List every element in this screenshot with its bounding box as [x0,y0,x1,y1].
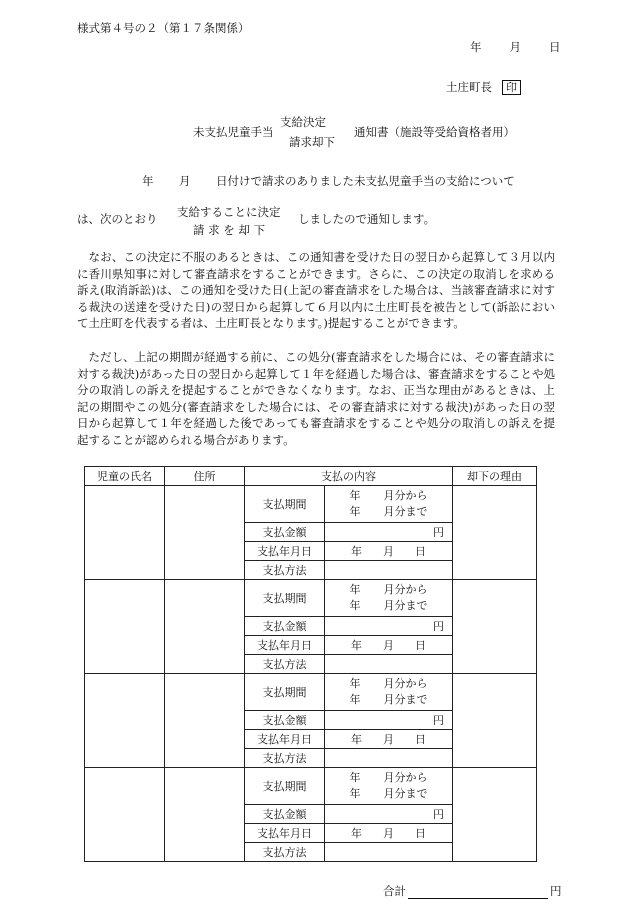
result-option-pay: 支給することに決定 [177,205,281,219]
date-month: 月 [383,639,394,652]
rejection-reason-cell[interactable] [453,486,537,580]
deadline-paragraph: ただし、上記の期間が経過する前に、この処分(審査請求をした場合には、その審査請求に対する裁決)があった日の翌日から起算して１年を経過した場合は、審査請求をすることや処分の取消しの訴えを提起することができなくなります。なお、正当な理由があるときは、上記の期間やこの処分(審査請求をした場合には、その審査請求に対する裁決)があった日の翌日から起算して１年を経過した後であっても審査請求をすることや処分の取消しの訴えを提起することが認められる場合があります。 [77,350,555,447]
period-to-text: 月分まで [383,599,428,612]
period-label: 支払期間 [245,486,325,523]
period-from-text: 月分から [383,771,428,784]
date-month: 月 [383,733,394,746]
form-number: 様式第４号の２（第１７条関係） [77,21,250,35]
period-value[interactable] [325,768,453,805]
method-label: 支払方法 [245,655,325,674]
date-value[interactable] [325,636,453,655]
date-year: 年 [351,827,362,840]
header-child-name: 児童の氏名 [85,467,165,486]
table-row [85,486,537,523]
total-line [383,883,562,899]
period-to-year: 年 [349,693,361,706]
period-to-text: 月分まで [383,693,428,706]
date-day: 日 [415,733,426,746]
amount-value[interactable] [325,617,453,636]
period-value[interactable] [325,486,453,523]
period-from-text: 月分から [383,489,428,502]
period-to-year: 年 [349,505,361,518]
period-to-text: 月分まで [383,505,428,518]
date-value[interactable] [325,542,453,561]
date-year: 年 [351,545,362,558]
period-to-year: 年 [349,599,361,612]
method-value[interactable] [325,655,453,674]
result-prefix: は、次のとおり [77,212,158,226]
period-from-year: 年 [349,677,361,690]
period-from-year: 年 [349,771,361,784]
date-month: 月 [383,545,394,558]
header-payment-content: 支払の内容 [245,467,453,486]
rejection-reason-cell[interactable] [453,768,537,862]
table-header-row [85,467,537,486]
date-label: 支払年月日 [245,542,325,561]
amount-unit: 円 [433,714,444,727]
date-label: 支払年月日 [245,730,325,749]
rejection-reason-cell[interactable] [453,580,537,674]
child-name-cell[interactable] [85,674,165,768]
period-label: 支払期間 [245,768,325,805]
method-label: 支払方法 [245,561,325,580]
amount-unit: 円 [433,620,444,633]
child-name-cell[interactable] [85,580,165,674]
period-to-year: 年 [349,787,361,800]
header-address: 住所 [165,467,245,486]
header-rejection-reason: 却下の理由 [453,467,537,486]
date-year: 年 [351,733,362,746]
method-label: 支払方法 [245,749,325,768]
result-suffix: しましたので通知します。 [298,212,436,226]
period-to-text: 月分まで [383,787,428,800]
child-name-cell[interactable] [85,768,165,862]
title-suffix: 通知書（施設等受給資格者用） [354,125,515,139]
amount-unit: 円 [433,526,444,539]
table-row [85,674,537,711]
date-label: 支払年月日 [245,824,325,843]
address-cell[interactable] [165,580,245,674]
result-option-reject: 請 求 を 却 下 [193,223,266,237]
address-cell[interactable] [165,486,245,580]
payment-table [84,466,537,862]
rejection-reason-cell[interactable] [453,674,537,768]
title-option-decision: 支給決定 [280,115,326,129]
request-text: 日付けで請求のありました未支払児童手当の支給について [216,174,515,188]
date-label: 支払年月日 [245,636,325,655]
issue-date-day: 日 [549,40,561,54]
period-from-text: 月分から [383,583,428,596]
period-value[interactable] [325,580,453,617]
issue-date-month: 月 [509,40,521,54]
request-month: 月 [179,174,191,188]
period-from-year: 年 [349,583,361,596]
issuer-name: 土庄町長 [446,80,492,94]
total-label: 合計 [383,884,406,898]
period-from-text: 月分から [383,677,428,690]
issue-date-year: 年 [470,40,482,54]
method-value[interactable] [325,749,453,768]
amount-label: 支払金額 [245,617,325,636]
total-field[interactable] [408,886,548,899]
date-year: 年 [351,639,362,652]
period-label: 支払期間 [245,580,325,617]
amount-label: 支払金額 [245,711,325,730]
seal-stamp: 印 [502,80,521,95]
appeal-paragraph: なお、この決定に不服のあるときは、この通知書を受けた日の翌日から起算して３月以内に香川県知事に対して審査請求をすることができます。さらに、この決定の取消しを求める訴え(取消訴訟)は、この通知を受けた日(上記の審査請求をした場合は、当該審査請求に対する裁決の送達を受けた日)の翌日から起算して６月以内に土庄町長を被告として(訴訟において土庄町を代表する者は、土庄町長となります。)提起することができます。 [77,250,555,331]
address-cell[interactable] [165,674,245,768]
payment-table-body [85,486,537,862]
period-from-year: 年 [349,489,361,502]
date-day: 日 [415,639,426,652]
method-label: 支払方法 [245,843,325,862]
amount-unit: 円 [433,808,444,821]
amount-value[interactable] [325,805,453,824]
title-option-rejection: 請求却下 [289,135,335,149]
table-row [85,580,537,617]
request-year: 年 [142,174,154,188]
amount-label: 支払金額 [245,805,325,824]
date-month: 月 [383,827,394,840]
total-unit: 円 [550,884,562,898]
address-cell[interactable] [165,768,245,862]
period-label: 支払期間 [245,674,325,711]
date-value[interactable] [325,824,453,843]
date-day: 日 [415,545,426,558]
amount-value[interactable] [325,523,453,542]
child-name-cell[interactable] [85,486,165,580]
issue-date [470,42,561,54]
title-prefix: 未支払児童手当 [193,125,274,139]
table-row [85,768,537,805]
issuer [446,80,521,95]
date-value[interactable] [325,730,453,749]
date-day: 日 [415,827,426,840]
amount-value[interactable] [325,711,453,730]
period-value[interactable] [325,674,453,711]
method-value[interactable] [325,843,453,862]
method-value[interactable] [325,561,453,580]
amount-label: 支払金額 [245,523,325,542]
